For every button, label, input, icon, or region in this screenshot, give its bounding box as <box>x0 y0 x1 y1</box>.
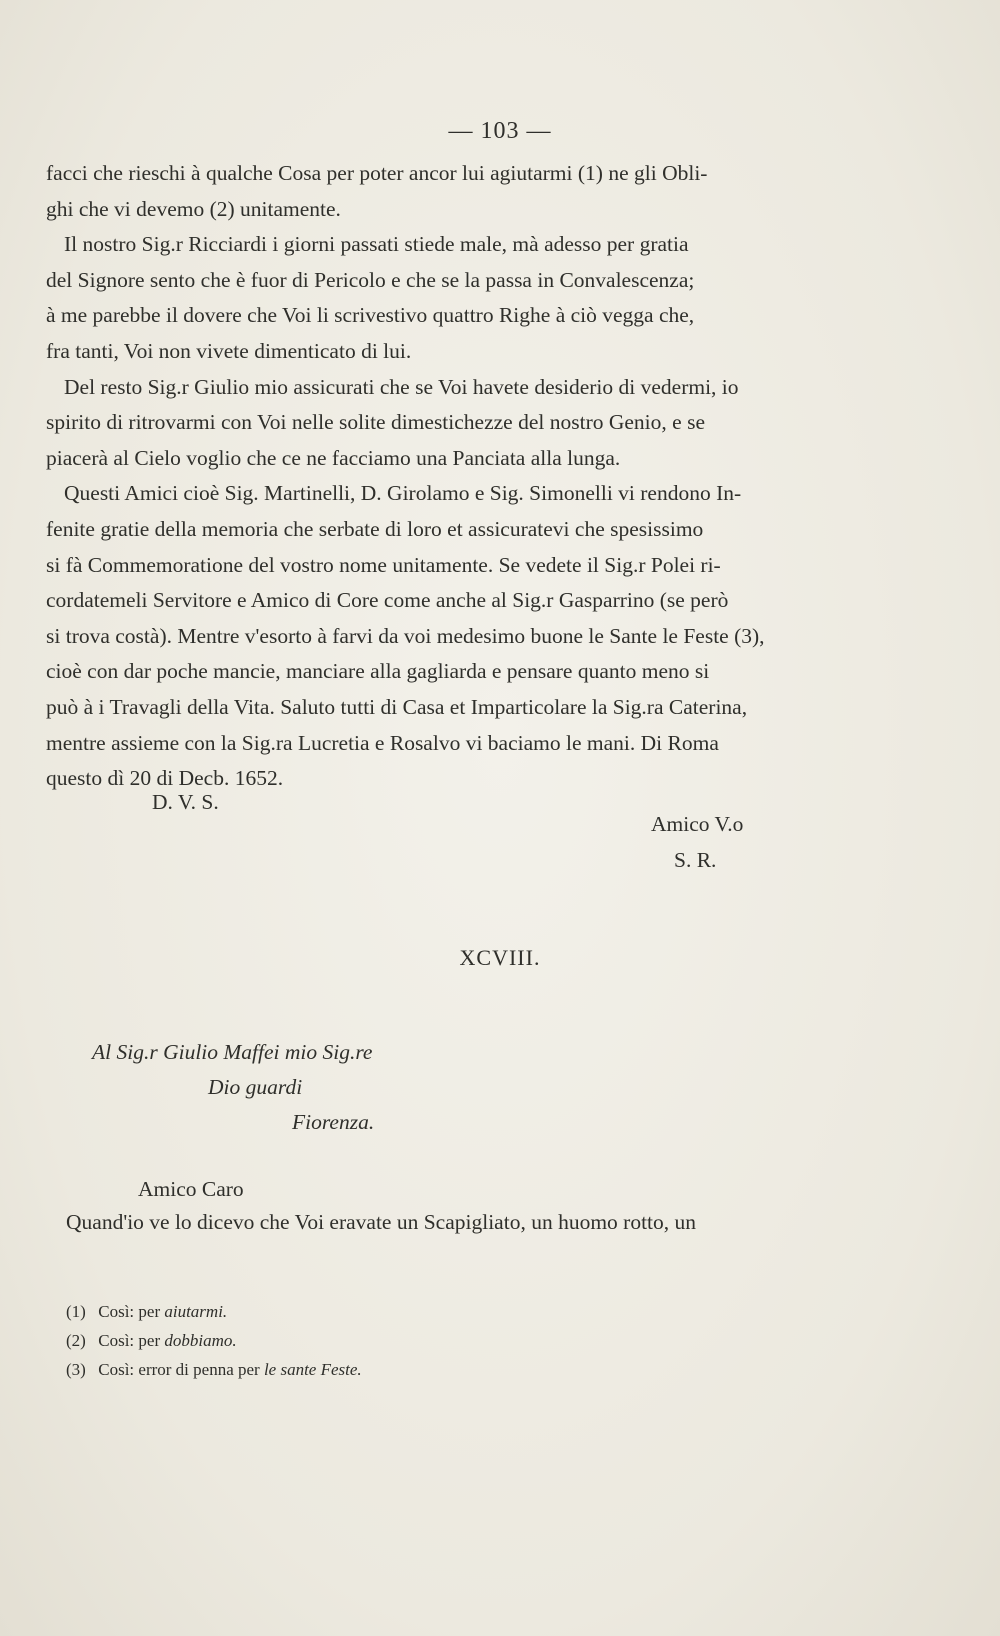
body-line: questo dì 20 di Decb. 1652. <box>46 766 284 791</box>
footnote-number: (3) <box>66 1360 86 1379</box>
body-line: si fà Commemoratione del vostro nome unitamente. Se vedete il Sig.r Polei ri- <box>46 552 721 577</box>
opening-line: Quand'io ve lo dicevo che Voi eravate un Scapigliato, un huomo rotto, un <box>66 1210 697 1234</box>
body-line: à me parebbe il dovere che Voi li scrivestivo quattro Righe à ciò vegga che, <box>46 303 695 328</box>
body-line: Questi Amici cioè Sig. Martinelli, D. Girolamo e Sig. Simonelli vi rendono In- <box>64 481 742 506</box>
body-line: ghi che vi devemo (2) unitamente. <box>46 196 341 221</box>
body-line: cioè con dar poche mancie, manciare alla gagliarda e pensare quanto meno si <box>46 659 710 684</box>
body-line: Del resto Sig.r Giulio mio assicurati che se Voi havete desiderio di vedermi, io <box>64 374 739 399</box>
footnote-text: le sante Feste. <box>263 1360 362 1379</box>
body-line: Il nostro Sig.r Ricciardi i giorni passati stiede male, mà adesso per gratia <box>64 232 689 257</box>
footnote-item <box>66 1355 362 1384</box>
body-line: fenite gratie della memoria che serbate di loro et assicuratevi che spesissimo <box>46 516 704 541</box>
footnote-number: (2) <box>66 1331 86 1350</box>
body-line: si trova costà). Mentre v'esorto à farvi da voi medesimo buone le Sante le Feste (3), <box>46 623 765 648</box>
body-line: cordatemeli Servitore e Amico di Core come anche al Sig.r Gasparrino (se però <box>46 588 729 613</box>
body-line: piacerà al Cielo voglio che ce ne facciamo una Panciata alla lunga. <box>46 445 621 470</box>
page-number: — 103 — <box>448 118 552 144</box>
footnote-text: dobbiamo. <box>164 1331 237 1350</box>
footnote-item <box>66 1297 362 1326</box>
body-line: fra tanti, Voi non vivete dimenticato di lui. <box>46 338 412 363</box>
body-line: può à i Travagli della Vita. Saluto tutti di Casa et Imparticolare la Sig.ra Caterina, <box>46 694 748 719</box>
body-line: del Signore sento che è fuor di Pericolo e che se la passa in Convalescenza; <box>46 267 695 292</box>
address-city: Fiorenza. <box>292 1110 375 1134</box>
footnote-text: aiutarmi. <box>164 1302 228 1321</box>
footnote-number: (1) <box>66 1302 86 1321</box>
footnote-item <box>66 1326 362 1355</box>
address-recipient: Al Sig.r Giulio Maffei mio Sig.re <box>92 1040 373 1064</box>
body-line: facci che rieschi à qualche Cosa per poter ancor lui agiutarmi (1) ne gli Obli- <box>46 161 708 185</box>
footnotes <box>66 1297 362 1384</box>
salutation: Amico Caro <box>138 1177 244 1201</box>
body-line: mentre assieme con la Sig.ra Lucretia e Rosalvo vi baciamo le mani. Di Roma <box>46 730 719 755</box>
footnote-label: Così: error di penna per <box>98 1360 260 1379</box>
footnote-label: Così: per <box>98 1302 161 1321</box>
address-blessing: Dio guardi <box>208 1075 303 1099</box>
closing-formula: D. V. S. <box>152 790 219 814</box>
body-line: spirito di ritrovarmi con Voi nelle solite dimestichezze del nostro Genio, e se <box>46 410 705 435</box>
letter-number-heading: XCVIII. <box>459 945 541 970</box>
footnote-label: Così: per <box>98 1331 161 1350</box>
signature-initials: S. R. <box>674 848 717 872</box>
signature-line-1: Amico V.o <box>651 812 744 836</box>
letter-body <box>46 156 806 797</box>
